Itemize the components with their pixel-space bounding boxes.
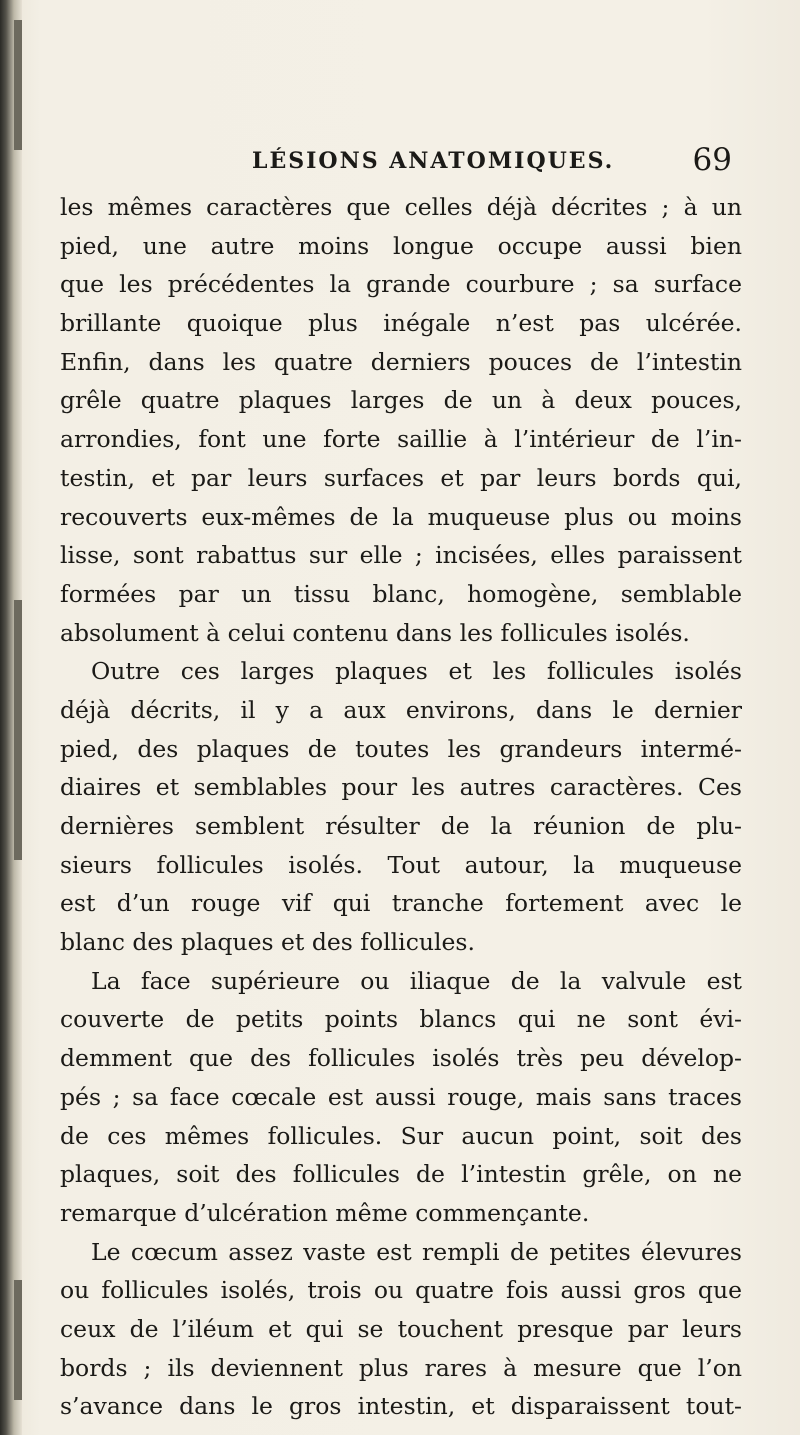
- text-line: demment que des follicules isolés très peu dévelop-: [60, 1044, 742, 1073]
- text-line: Enfin, dans les quatre derniers pouces de l’intestin: [60, 347, 742, 376]
- text-line: ou follicules isolés, trois ou quatre fois aussi gros que: [60, 1276, 742, 1305]
- gutter-shadow: [14, 600, 22, 860]
- text-line: pied, une autre moins longue occupe aussi bien: [60, 231, 742, 260]
- text-line: plaques, soit des follicules de l’intestin grêle, on ne: [60, 1160, 742, 1189]
- gutter-shadow: [14, 20, 22, 150]
- text-line: blanc des plaques et des follicules.: [60, 928, 475, 957]
- text-line: Le cœcum assez vaste est rempli de petites élevures: [91, 1237, 742, 1266]
- text-line: formées par un tissu blanc, homogène, semblable: [60, 579, 742, 608]
- text-line: grêle quatre plaques larges de un à deux pouces,: [60, 386, 742, 415]
- text-line: Outre ces larges plaques et les follicules isolés: [91, 657, 742, 686]
- text-line: remarque d’ulcération même commençante.: [60, 1198, 590, 1227]
- text-line: déjà décrits, il y a aux environs, dans le dernier: [60, 695, 742, 724]
- text-line: testin, et par leurs surfaces et par leurs bords qui,: [60, 463, 742, 492]
- gutter-shadow: [14, 1280, 22, 1400]
- text-line: brillante quoique plus inégale n’est pas ulcérée.: [60, 309, 742, 338]
- text-line: est d’un rouge vif qui tranche fortement avec le: [60, 889, 742, 918]
- text-line: lisse, sont rabattus sur elle ; incisées, elles paraissent: [60, 541, 742, 570]
- text-line: arrondies, font une forte saillie à l’intérieur de l’in-: [60, 425, 742, 454]
- text-line: absolument à celui contenu dans les follicules isolés.: [60, 618, 690, 647]
- text-line: La face supérieure ou iliaque de la valvule est: [91, 966, 742, 995]
- text-line: pés ; sa face cœcale est aussi rouge, mais sans traces: [60, 1082, 742, 1111]
- text-line: de ces mêmes follicules. Sur aucun point, soit des: [60, 1121, 742, 1150]
- text-line: dernières semblent résulter de la réunion de plu-: [60, 812, 742, 840]
- running-head: [252, 142, 732, 182]
- text-line: couverte de petits points blancs qui ne sont évi-: [60, 1005, 742, 1034]
- text-line: recouverts eux-mêmes de la muqueuse plus ou moins: [60, 502, 742, 531]
- text-line: bords ; ils deviennent plus rares à mesure que l’on: [60, 1353, 742, 1382]
- running-title: LÉSIONS ANATOMIQUES.: [252, 148, 615, 174]
- text-line: sieurs follicules isolés. Tout autour, la muqueuse: [60, 850, 742, 879]
- page-gutter: [0, 0, 22, 1435]
- text-line: que les précédentes la grande courbure ; sa surface: [60, 270, 742, 299]
- text-line: diaires et semblables pour les autres caractères. Ces: [60, 773, 742, 802]
- text-line: les mêmes caractères que celles déjà décrites ; à un: [60, 193, 742, 221]
- text-line: s’avance dans le gros intestin, et disparaissent tout-: [60, 1392, 742, 1421]
- body-text: [60, 188, 742, 1426]
- text-line: ceux de l’iléum et qui se touchent presque par leurs: [60, 1314, 742, 1343]
- page-number: 69: [692, 142, 732, 178]
- text-line: pied, des plaques de toutes les grandeurs intermé-: [60, 734, 742, 763]
